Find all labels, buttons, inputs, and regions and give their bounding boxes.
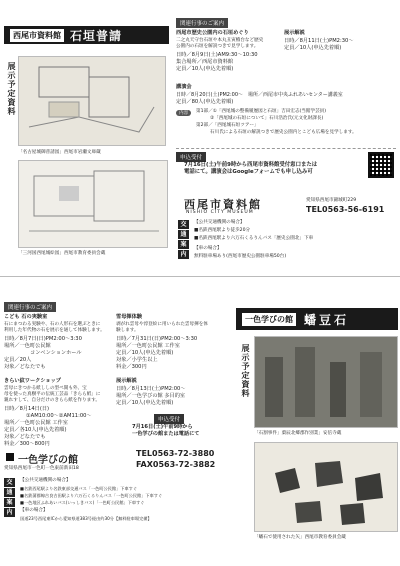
gallery-title: 展示解説	[284, 30, 305, 36]
e1-date: 日時／8月7日(日)PM2:00〜3:30	[4, 336, 82, 342]
top-image-1	[18, 56, 166, 146]
right-img1-caption: 「石割事件」菓辰北郷郡作別業」安倍寺蔵	[254, 431, 342, 436]
transit-char-3: 案	[178, 240, 189, 249]
top-title-bar	[4, 26, 169, 44]
e1-capacity: 定員／20人	[4, 357, 32, 363]
museum-transit-2: ■名鉄西尾駅より六万石くるりんバス「歴史公園北」下車	[194, 236, 314, 241]
e3-date: 日時／8月14日(日)	[4, 406, 50, 412]
isshiki-transit-label	[4, 478, 15, 518]
lecture-line-2: ②「西尾城の石垣について」石川浩治氏(元文化財課長)	[210, 116, 324, 121]
e3-target: 対象／どなたでも	[4, 434, 46, 440]
isshiki-transit-2: ■名鉄蒲郡線吉良吉田駅より六万石くるりんバス「一色町公民館」下車すぐ	[20, 493, 163, 498]
e3-place: 場所／一色町公民館 工作室	[4, 420, 68, 426]
castle-map-illustration	[19, 57, 165, 145]
page-divider	[0, 276, 400, 277]
museum-car-head: 【車の場合】	[194, 246, 222, 251]
lecture-line-3: 第2部／「西尾城石垣ツアー」	[196, 123, 259, 128]
e4-title: 展示解説	[116, 378, 137, 384]
museum-transit-label	[178, 220, 189, 260]
apply-text-1: 7月16日(土)午前9時から西尾市資料館受付窓口または	[184, 162, 318, 168]
e1-target: 対象／どなたでも	[4, 364, 46, 370]
isshiki-name: 一色学びの館	[18, 455, 78, 466]
e2-place: 場所／一色町公民館 工作室	[116, 343, 180, 349]
top-img2-caption: 「三河国西尾城絵図」西尾市教育委員会蔵	[18, 251, 106, 256]
e3-desc-3: 親れすして、自分だけのきらら紙を作ります。	[4, 398, 101, 403]
isshiki-address: 愛知県西尾市一色町一色東前新田18	[4, 466, 79, 471]
e3-desc-2: 母を使った真樹平の伝統工芸品「きらら紙」に	[4, 392, 101, 397]
e4-date: 日時／8月13日(土)PM2:00〜	[116, 386, 186, 392]
museum-car-1: 無料駐車場あり(西尾市歴史公園駐車場50台)	[194, 254, 287, 259]
bottom-apply-label: 申込受付	[154, 414, 184, 424]
isshiki-car-1: 国道23号西尾東ICから愛知県道383号経由約30分【無料駐車場完備】	[20, 516, 152, 521]
museum-name: 西尾市資料館	[184, 198, 262, 211]
bottom-apply-text-2: 一色学びの館または電話にて	[132, 431, 200, 437]
right-img2-caption: 「蟠石で使用された矢」西尾市教育委員会蔵	[254, 535, 346, 540]
top-image-2	[18, 160, 168, 248]
e3-time: ①AM10:00〜②AM11:00〜	[26, 413, 92, 419]
right-vertical-label: 展示予定資料	[241, 344, 250, 398]
e2-desc-1: 剥がれ雲母や淳登絵に用いられた雲母揮を体	[116, 322, 208, 327]
right-image-1	[254, 336, 398, 428]
e1-place-2: コンベンションホール	[30, 350, 82, 356]
e3-title: きらい紋ワークショップ	[4, 378, 61, 384]
isshiki-transit-char-2: 通	[4, 488, 15, 497]
e2-capacity: 定員／10人(申込先着順)	[116, 350, 174, 356]
e1-place: 場所／一色町公民館	[4, 343, 51, 349]
stone-cutting-photo	[255, 337, 397, 427]
tour-desc-1: 二之丸天守台石垣や本丸丑寅櫓台など歴史	[176, 38, 264, 43]
lecture-line-4: 石川氏による石垣の解説つきで歴史公園内とこども広場を見学します。	[210, 130, 357, 135]
isshiki-transit-char-1: 交	[4, 478, 15, 487]
e2-title: 雪母揮体験	[116, 314, 142, 320]
isshiki-transit-3: ■一色地区ふれあいバス(いっしきバス)「一色町公民館」下車すぐ	[20, 500, 145, 505]
e2-target: 対象／小学生以上	[116, 357, 158, 363]
right-title-label: 一色学びの館	[242, 313, 296, 326]
museum-tel: TEL0563-56-6191	[306, 205, 385, 214]
events-divider	[176, 148, 396, 149]
top-vertical-label: 展示予定資料	[7, 62, 16, 116]
isshiki-logo-icon	[6, 453, 14, 461]
lecture-date: 日時／8月20日(土)PM2:00〜 場所／西尾市中央ふれあいセンター講義室	[176, 92, 343, 98]
bottom-apply-text-1: 7月16日(土)午前9時から	[132, 424, 193, 430]
tour-date: 日時／8月9日(土)AM9:30〜10:30	[176, 52, 258, 58]
museum-transit-1: ■名鉄西尾駅より徒歩20分	[194, 228, 251, 233]
gallery-date: 日時／8月11日(土)PM2:30〜	[284, 38, 354, 44]
top-title: 石垣普請	[70, 28, 123, 43]
castle-plan-illustration	[19, 161, 167, 247]
e4-capacity: 定員／10人(申込先着順)	[116, 400, 174, 406]
apply-label: 申込受付	[176, 152, 206, 162]
top-title-label: 西尾市資料館	[10, 29, 64, 42]
e1-desc-2: 利用した年代物の石を展示を通して体験します。	[4, 328, 105, 333]
isshiki-transit-char-3: 案	[4, 498, 15, 507]
top-img1-caption: 「名古屋城御普請図」西尾市岩瀬文庫蔵	[18, 150, 101, 155]
transit-char-2: 通	[178, 230, 189, 239]
e4-place: 場所／一色学びの館 多目的室	[116, 393, 186, 399]
e2-fee: 料金／300円	[116, 364, 147, 370]
isshiki-transit-char-4: 内	[4, 508, 15, 517]
isshiki-transit-1: ■名鉄西尾駅より名鉄東部交通バス「一色町公民館」下車すぐ	[20, 486, 138, 491]
lecture-line-1: 第1部／①「西尾城の整備履歴図と石垣」吉田宏志(当館学芸員)	[196, 109, 327, 114]
e3-desc-1: 雲母にきつかる紙ししの型ぺ開も外、宝	[4, 386, 87, 391]
tour-place: 集合場所／西尾市資料館	[176, 59, 234, 65]
right-image-2	[254, 442, 398, 532]
transit-char-4: 内	[178, 250, 189, 259]
right-title-bar	[236, 308, 398, 330]
e1-desc-1: 石にまつわる実験や、石の人形石を選ぶときに	[4, 322, 101, 327]
isshiki-car-head: 【車の場合】	[20, 508, 48, 513]
e2-date: 日時／7月31日(日)PM2:00〜3:30	[116, 336, 198, 342]
isshiki-tel: TEL0563-72-3880	[136, 449, 215, 458]
lecture-title: 講演会	[176, 84, 192, 90]
e1-title: こども 石の実験室	[4, 314, 48, 320]
right-title: 蟠豆石	[304, 312, 350, 327]
apply-text-2: 電話にて。講演会はGoogleフォームでも申し込み可	[184, 169, 313, 175]
tour-capacity: 定員／10人(申込先着順)	[176, 66, 234, 72]
e3-capacity: 定員／各10人(申込先着順)	[4, 427, 67, 433]
tour-title: 西尾市歴史公園内の石垣めぐり	[176, 30, 249, 36]
gallery-capacity: 定員／10人(申込先着順)	[284, 45, 342, 51]
wedge-tools-photo	[255, 443, 397, 531]
events-header: 関連行事のご案内	[176, 18, 228, 28]
lecture-capacity: 定員／80人(申込先着順)	[176, 99, 234, 105]
transit-char-1: 交	[178, 220, 189, 229]
e3-fee: 料金／300〜800円	[4, 441, 50, 447]
museum-name-en: NISHIO CITY MUSEUM	[186, 210, 254, 215]
lecture-content-pill: 内容	[176, 110, 191, 116]
qr-code[interactable]	[368, 152, 394, 178]
e2-desc-2: 験します。	[116, 328, 139, 333]
isshiki-transit-head: 【公共交通機関の場合】	[20, 478, 71, 483]
museum-address: 愛知県西尾市錦城町229	[306, 198, 357, 203]
museum-transit-head: 【公共交通機関の場合】	[194, 220, 245, 225]
isshiki-fax: FAX0563-72-3882	[136, 460, 216, 469]
tour-desc-2: 公園内の石垣を解説つきで見学します。	[176, 44, 259, 49]
bottom-events-header: 関連行事のご案内	[4, 302, 56, 312]
